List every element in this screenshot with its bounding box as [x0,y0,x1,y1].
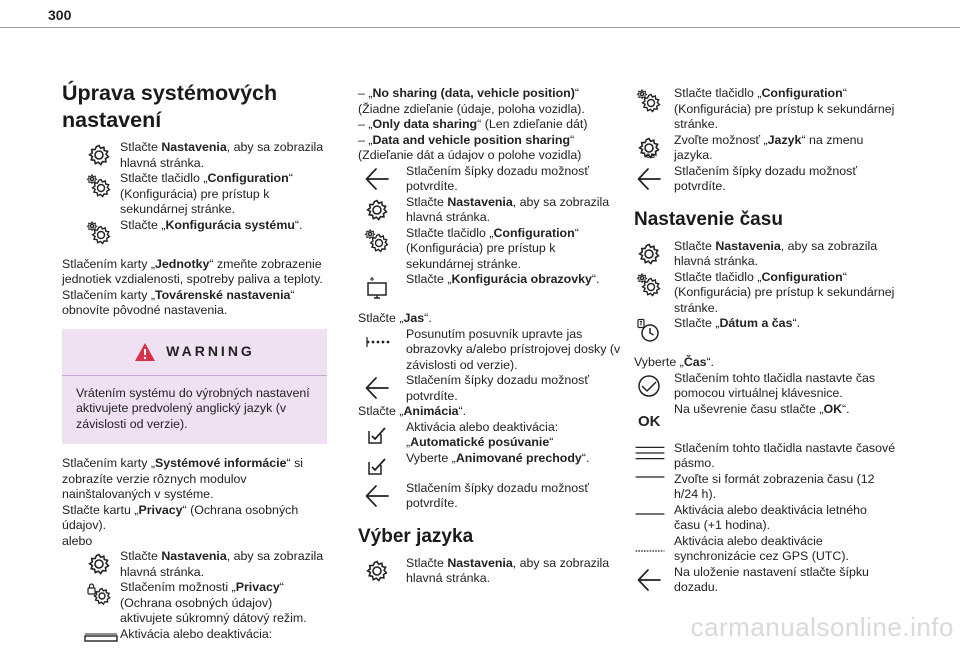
step-timezone [634,441,896,472]
step-settings [62,549,327,580]
step-configuration [358,226,623,273]
step-text: Stlačte tlačidlo „Configuration“ (Konfigurácia) pre prístup k sekundárnej stránke. [406,225,579,271]
step-toggle [62,627,327,647]
configuration-gears-icon [86,173,112,199]
line-toggle-icon [634,474,666,480]
language-code: GB [646,153,655,160]
step-text: Stlačením šípky dozadu možnosť potvrdíte. [406,480,590,510]
step-text: Stlačením možnosti „Privacy“ (Ochrana osobných údajov) aktivujete súkromný dátový režim. [120,580,307,625]
configuration-gears-icon [86,220,112,246]
step-back [358,481,623,512]
page-number: 300 [48,7,72,23]
step-text: Stlačením šípky dozadu možnosť potvrdíte. [406,373,590,403]
option-data-position-sharing: – „Data and vehicle position sharing“ (Zdieľanie dát a údajov o polohe vozidla) [358,132,582,162]
paragraph-select-time: Vyberte „Čas“. [634,355,715,369]
paragraph-factory-settings: Stlačením karty „Továrenské nastavenia“ obnovíte pôvodné nastavenia. [62,287,295,317]
step-text: Stlačte tlačidlo „Configuration“ (Konfigurácia) pre prístup k sekundárnej stránke. [120,171,293,216]
settings-gear-icon [636,241,662,267]
step-settings [62,140,327,171]
step-text: Aktivácia alebo deaktivácia letného času (+1 hodina). [674,502,867,532]
step-auto-scroll [358,420,623,451]
step-slider [358,327,623,374]
option-data-sharing: – „Only data sharing“ (Len zdieľanie dát) [358,117,588,131]
line-toggle-icon [634,511,666,517]
configuration-gears-icon [364,228,390,254]
paragraph-animation: Stlačte „Animácia“. [358,404,467,418]
step-text: Stlačte „Dátum a čas“. [674,316,801,330]
step-text: Stlačením šípky dozadu možnosť potvrdíte. [406,163,590,193]
step-gps-sync [634,534,896,565]
step-configuration [634,86,896,133]
step-text: Zvoľte si formát zobrazenia času (12 h/24 h). [674,471,875,501]
step-ok [634,402,896,432]
section-heading-language: Výber jazyka [358,525,474,547]
step-text: Stlačte tlačidlo „Configuration“ (Konfigurácia) pre prístup k sekundárnej stránke. [674,86,895,131]
paragraph-brightness: Stlačte „Jas“. [358,311,432,325]
step-system-configuration [62,218,327,248]
step-settings [634,239,896,270]
watermark: carmanualsonline.info [690,612,954,642]
checkbox-icon [364,453,390,479]
step-text: Na uševrenie času stlačte „OK“. [674,401,850,416]
privacy-gear-icon [86,582,112,608]
paragraph-or: alebo [62,533,93,548]
settings-gear-icon [364,197,390,223]
warning-title: WARNING [166,342,255,359]
step-settings [358,556,623,587]
step-text: Vyberte „Animované prechody“. [406,450,590,465]
back-arrow-icon [364,483,390,509]
option-no-sharing: – „No sharing (data, vehicle position)“ (Žiadne zdieľanie (údaje, poloha vozidla). [358,86,585,116]
step-time-keyboard [634,371,896,402]
warning-box [62,329,327,445]
step-text: Aktivácia alebo deaktivácie synchronizácie cez GPS (UTC). [674,533,849,563]
step-language [634,133,896,164]
paragraph-units: Stlačením karty „Jednotky“ zmeňte zobrazenie jednotiek vzdialenosti, spotreby paliva a teploty. [62,256,323,286]
warning-text: Vrátením systému do výrobných nastavení aktivujete predvolený anglický jazyk (v závislosti od verzie). [76,385,310,431]
step-text: Stlačením tohto tlačidla nastavte čas pomocou virtuálnej klávesnice. [674,370,876,400]
slider-icon [364,329,390,355]
ok-label-icon: OK [638,412,661,430]
step-text: Aktivácia alebo deaktivácia: „Automatické posúvanie“ [406,419,559,449]
step-text: Aktivácia alebo deaktivácia: [120,626,273,641]
step-text: Stlačte Nastavenia, aby sa zobrazila hlavná stránka. [120,140,324,170]
step-text: Stlačte Nastavenia, aby sa zobrazila hlavná stránka. [406,555,610,585]
step-configuration [62,171,327,218]
step-text: Stlačte Nastavenia, aby sa zobrazila hlavná stránka. [120,549,324,579]
section-heading-system-settings: Úprava systémových nastavení [62,81,278,132]
column-3 [634,86,896,596]
screen-icon [364,274,390,300]
clock-icon [636,373,662,399]
list-icon [634,443,666,463]
settings-gear-icon [86,142,112,168]
checkbox-icon [364,422,390,448]
step-summer-time [634,503,896,534]
paragraph-privacy: Stlačte kartu „Privacy“ (Ochrana osobných údajov). [62,502,299,532]
step-privacy [62,580,327,627]
back-arrow-icon [636,166,662,192]
step-back [634,164,896,195]
step-settings [358,195,623,226]
back-arrow-icon [364,375,390,401]
step-back [634,565,896,596]
column-2 [358,86,623,587]
step-text: Stlačením šípky dozadu možnosť potvrdíte. [674,163,858,193]
step-screen-configuration [358,272,623,302]
back-arrow-icon [364,166,390,192]
settings-gear-icon [86,551,112,577]
step-text: Posunutím posuvník upravte jas obrazovky a/alebo prístrojovej dosky (v závislosti od verzie). [406,326,621,372]
step-animated-transitions [358,451,623,481]
column-1 [62,80,327,647]
step-text: Stlačením tohto tlačidla nastavte časové pásmo. [674,440,896,470]
step-date-time [634,316,896,346]
step-back [358,164,623,195]
step-text: Zvoľte možnosť „Jazyk“ na zmenu jazyka. [674,132,864,162]
configuration-gears-icon [636,88,662,114]
step-text: Stlačte Nastavenia, aby sa zobrazila hlavná stránka. [406,194,610,224]
toggle-bar-icon [84,633,118,643]
step-time-format [634,472,896,503]
step-back [358,373,623,404]
step-configuration [634,270,896,317]
warning-triangle-icon [134,342,156,362]
language-gear-icon [636,135,662,161]
paragraph-system-info: Stlačením karty „Systémové informácie“ si zobrazíte verzie rôznych modulov nainštalovaných v systéme. [62,456,304,501]
step-text: Stlačte „Konfigurácia obrazovky“. [406,272,600,286]
step-text: Stlačte „Konfigurácia systému“. [120,217,303,232]
step-text: Stlačte Nastavenia, aby sa zobrazila hlavná stránka. [674,238,878,268]
date-time-icon [636,318,662,344]
settings-gear-icon [364,558,390,584]
configuration-gears-icon [636,272,662,298]
step-text: Stlačte tlačidlo „Configuration“ (Konfigurácia) pre prístup k sekundárnej stránke. [674,269,895,315]
dashed-toggle-icon [634,548,666,554]
top-divider [0,27,960,28]
warning-header [62,329,327,367]
back-arrow-icon [636,567,662,593]
section-heading-time: Nastavenie času [634,208,783,230]
step-text: Na uloženie nastavení stlačte šípku dozadu. [674,564,869,594]
